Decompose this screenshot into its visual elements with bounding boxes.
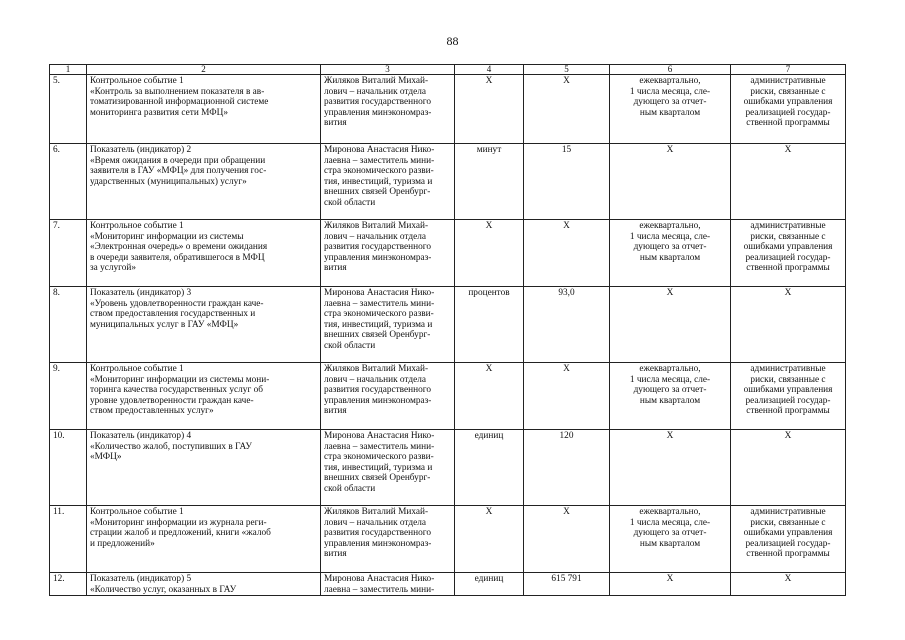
- cell-line: реализацией государ-: [745, 252, 831, 263]
- responsible-cell: [321, 573, 455, 596]
- cell-line: страции жалоб и предложений, книги «жалоб: [90, 528, 271, 539]
- table-row: [50, 506, 846, 573]
- cell-line: риски, связанные с: [750, 517, 826, 528]
- unit-cell: процентов: [455, 287, 524, 363]
- cell-line: Показатель (индикатор) 3: [90, 288, 192, 298]
- cell-line: дующего за отчет-: [633, 528, 707, 539]
- cell-line: лаевна – заместитель мини-: [324, 298, 435, 309]
- responsible-cell: [321, 363, 455, 430]
- risks-cell: [731, 75, 846, 144]
- value-cell: X: [524, 506, 610, 573]
- period-cell: [610, 144, 731, 220]
- cell-line: управления минэкономраз-: [324, 107, 432, 118]
- cell-line: и предложений»: [90, 538, 155, 549]
- page-number: 88: [446, 34, 459, 48]
- row-number-cell: 11.: [50, 506, 87, 573]
- value-cell: 15: [524, 144, 610, 220]
- cell-line: внешних связей Оренбург-: [324, 473, 431, 484]
- cell-line: 1 числа месяца, сле-: [629, 86, 711, 97]
- cell-line: ным кварталом: [639, 252, 701, 263]
- cell-line: Жиляков Виталий Михай-: [324, 507, 429, 517]
- risks-cell: [731, 573, 846, 596]
- responsible-cell: [321, 430, 455, 506]
- row-number-cell: 7.: [50, 220, 87, 287]
- cell-line: Контрольное событие 1: [90, 221, 184, 231]
- cell-line: административные: [750, 364, 826, 374]
- cell-line: Миронова Анастасия Нико-: [324, 145, 435, 155]
- cell-line: ным кварталом: [639, 538, 701, 549]
- unit-cell: минут: [455, 144, 524, 220]
- cell-line: реализацией государ-: [745, 538, 831, 549]
- cell-line: внешних связей Оренбург-: [324, 330, 431, 341]
- table-row: [50, 144, 846, 220]
- value-cell: X: [524, 363, 610, 430]
- header-cell: 6: [610, 65, 731, 75]
- cell-line: «Мониторинг информации из системы: [90, 231, 244, 242]
- cell-line: управления минэкономраз-: [324, 395, 432, 406]
- cell-line: Жиляков Виталий Михай-: [324, 364, 429, 374]
- cell-line: лович – начальник отдела: [324, 86, 426, 97]
- value-cell: X: [524, 220, 610, 287]
- cell-line: «Мониторинг информации из системы мони-: [90, 374, 270, 385]
- period-cell: [610, 506, 731, 573]
- row-number-cell: 5.: [50, 75, 87, 144]
- cell-line: Миронова Анастасия Нико-: [324, 574, 435, 584]
- cell-line: тия, инвестиций, туризма и: [324, 319, 433, 330]
- event-name-cell: [87, 75, 321, 144]
- cell-line: тия, инвестиций, туризма и: [324, 462, 433, 473]
- cell-line: риски, связанные с: [750, 86, 826, 97]
- cell-line: ством предоставленных услуг»: [90, 406, 214, 417]
- event-name-cell: [87, 506, 321, 573]
- row-number-cell: 9.: [50, 363, 87, 430]
- cell-line: «Время ожидания в очереди при обращении: [90, 155, 266, 166]
- cell-line: лаевна – заместитель мини-: [324, 155, 435, 166]
- cell-line: ственной программы: [746, 406, 830, 417]
- cell-line: вития: [324, 263, 347, 274]
- cell-line: стра экономического разви-: [324, 309, 434, 320]
- cell-line: ственной программы: [746, 118, 830, 129]
- table-row: [50, 287, 846, 363]
- cell-line: ской области: [324, 197, 376, 208]
- cell-line: 1 числа месяца, сле-: [629, 374, 711, 385]
- cell-line: X: [666, 574, 674, 584]
- cell-line: 1 числа месяца, сле-: [629, 517, 711, 528]
- cell-line: лович – начальник отдела: [324, 374, 426, 385]
- unit-cell: X: [455, 506, 524, 573]
- period-cell: [610, 75, 731, 144]
- value-cell: 93,0: [524, 287, 610, 363]
- responsible-cell: [321, 144, 455, 220]
- cell-line: ошибками управления: [743, 385, 833, 396]
- cell-line: X: [666, 145, 674, 155]
- risks-cell: [731, 506, 846, 573]
- cell-line: стра экономического разви-: [324, 166, 434, 177]
- cell-line: «Уровень удовлетворенности граждан каче-: [90, 298, 264, 309]
- cell-line: развития государственного: [324, 97, 431, 108]
- table-row: [50, 75, 846, 144]
- cell-line: Показатель (индикатор) 4: [90, 431, 192, 441]
- cell-line: Показатель (индикатор) 2: [90, 145, 192, 155]
- cell-line: дующего за отчет-: [633, 242, 707, 253]
- cell-line: ственной программы: [746, 549, 830, 560]
- cell-line: заявителя в ГАУ «МФЦ» для получения гос-: [90, 166, 267, 177]
- unit-cell: единиц: [455, 430, 524, 506]
- cell-line: муниципальных услуг в ГАУ «МФЦ»: [90, 319, 239, 330]
- event-name-cell: [87, 363, 321, 430]
- cell-line: уровне удовлетворенности граждан каче-: [90, 395, 254, 406]
- risks-cell: [731, 363, 846, 430]
- cell-line: ным кварталом: [639, 107, 701, 118]
- cell-line: ежеквартально,: [639, 76, 701, 86]
- period-cell: [610, 287, 731, 363]
- cell-line: вития: [324, 549, 347, 560]
- cell-line: ской области: [324, 340, 376, 351]
- header-cell: 5: [524, 65, 610, 75]
- cell-line: ошибками управления: [743, 97, 833, 108]
- unit-cell: единиц: [455, 573, 524, 596]
- table-row: [50, 363, 846, 430]
- period-cell: [610, 430, 731, 506]
- cell-line: «МФЦ»: [90, 452, 122, 463]
- cell-line: дующего за отчет-: [633, 97, 707, 108]
- cell-line: Контрольное событие 1: [90, 76, 184, 86]
- cell-line: внешних связей Оренбург-: [324, 187, 431, 198]
- cell-line: ным кварталом: [639, 395, 701, 406]
- cell-line: Миронова Анастасия Нико-: [324, 431, 435, 441]
- cell-line: X: [784, 145, 792, 155]
- cell-line: стра экономического разви-: [324, 452, 434, 463]
- cell-line: ской области: [324, 483, 376, 494]
- cell-line: «Электронная очередь» о времени ожидания: [90, 242, 268, 253]
- risks-cell: [731, 430, 846, 506]
- cell-line: ошибками управления: [743, 242, 833, 253]
- cell-line: развития государственного: [324, 242, 431, 253]
- cell-line: ударственных (муниципальных) услуг»: [90, 176, 247, 187]
- event-name-cell: [87, 144, 321, 220]
- table-row: [50, 430, 846, 506]
- cell-line: «Контроль за выполнением показателя в ав-: [90, 86, 265, 97]
- period-cell: [610, 573, 731, 596]
- cell-line: ственной программы: [746, 263, 830, 274]
- cell-line: ежеквартально,: [639, 507, 701, 517]
- period-cell: [610, 220, 731, 287]
- cell-line: развития государственного: [324, 528, 431, 539]
- cell-line: лаевна – заместитель мини-: [324, 441, 435, 452]
- responsible-cell: [321, 75, 455, 144]
- cell-line: томатизированной информационной системе: [90, 97, 269, 108]
- risks-cell: [731, 144, 846, 220]
- unit-cell: X: [455, 220, 524, 287]
- responsible-cell: [321, 287, 455, 363]
- header-cell: 4: [455, 65, 524, 75]
- cell-line: «Количество жалоб, поступивших в ГАУ: [90, 441, 252, 452]
- cell-line: управления минэкономраз-: [324, 252, 432, 263]
- cell-line: риски, связанные с: [750, 231, 826, 242]
- cell-line: мониторинга развития сети МФЦ»: [90, 107, 228, 118]
- cell-line: X: [666, 431, 674, 441]
- responsible-cell: [321, 220, 455, 287]
- cell-line: Показатель (индикатор) 5: [90, 574, 192, 584]
- cell-line: лович – начальник отдела: [324, 231, 426, 242]
- header-cell: 7: [731, 65, 846, 75]
- cell-line: вития: [324, 118, 347, 129]
- cell-line: 1 числа месяца, сле-: [629, 231, 711, 242]
- cell-line: риски, связанные с: [750, 374, 826, 385]
- event-name-cell: [87, 573, 321, 596]
- cell-line: ежеквартально,: [639, 364, 701, 374]
- cell-line: административные: [750, 221, 826, 231]
- cell-line: лович – начальник отдела: [324, 517, 426, 528]
- header-cell: 2: [87, 65, 321, 75]
- cell-line: Контрольное событие 1: [90, 364, 184, 374]
- unit-cell: X: [455, 75, 524, 144]
- cell-line: Контрольное событие 1: [90, 507, 184, 517]
- cell-line: ошибками управления: [743, 528, 833, 539]
- cell-line: X: [784, 431, 792, 441]
- row-number-cell: 12.: [50, 573, 87, 596]
- cell-line: Миронова Анастасия Нико-: [324, 288, 435, 298]
- cell-line: X: [666, 288, 674, 298]
- header-cell: 3: [321, 65, 455, 75]
- risks-cell: [731, 287, 846, 363]
- cell-line: «Мониторинг информации из журнала реги-: [90, 517, 267, 528]
- cell-line: Жиляков Виталий Михай-: [324, 76, 429, 86]
- cell-line: вития: [324, 406, 347, 417]
- cell-line: за услугой»: [90, 263, 137, 274]
- value-cell: 615 791: [524, 573, 610, 596]
- cell-line: тия, инвестиций, туризма и: [324, 176, 433, 187]
- event-name-cell: [87, 287, 321, 363]
- risks-cell: [731, 220, 846, 287]
- cell-line: реализацией государ-: [745, 395, 831, 406]
- cell-line: «Количество услуг, оказанных в ГАУ: [90, 584, 237, 595]
- cell-line: управления минэкономраз-: [324, 538, 432, 549]
- row-number-cell: 6.: [50, 144, 87, 220]
- event-name-cell: [87, 220, 321, 287]
- row-number-cell: 10.: [50, 430, 87, 506]
- table-header-row: [50, 65, 846, 75]
- event-name-cell: [87, 430, 321, 506]
- cell-line: лаевна – заместитель мини-: [324, 584, 435, 595]
- table-row: [50, 220, 846, 287]
- table-row: [50, 573, 846, 596]
- cell-line: ством предоставления государственных и: [90, 309, 256, 320]
- header-cell: 1: [50, 65, 87, 75]
- cell-line: административные: [750, 507, 826, 517]
- cell-line: административные: [750, 76, 826, 86]
- monitoring-plan-table: [49, 64, 846, 596]
- responsible-cell: [321, 506, 455, 573]
- cell-line: в очереди заявителя, обратившегося в МФЦ: [90, 252, 265, 263]
- cell-line: X: [784, 288, 792, 298]
- cell-line: развития государственного: [324, 385, 431, 396]
- cell-line: Жиляков Виталий Михай-: [324, 221, 429, 231]
- value-cell: X: [524, 75, 610, 144]
- unit-cell: X: [455, 363, 524, 430]
- cell-line: реализацией государ-: [745, 107, 831, 118]
- cell-line: дующего за отчет-: [633, 385, 707, 396]
- cell-line: торинга качества государственных услуг об: [90, 385, 263, 396]
- period-cell: [610, 363, 731, 430]
- cell-line: X: [784, 574, 792, 584]
- value-cell: 120: [524, 430, 610, 506]
- row-number-cell: 8.: [50, 287, 87, 363]
- cell-line: ежеквартально,: [639, 221, 701, 231]
